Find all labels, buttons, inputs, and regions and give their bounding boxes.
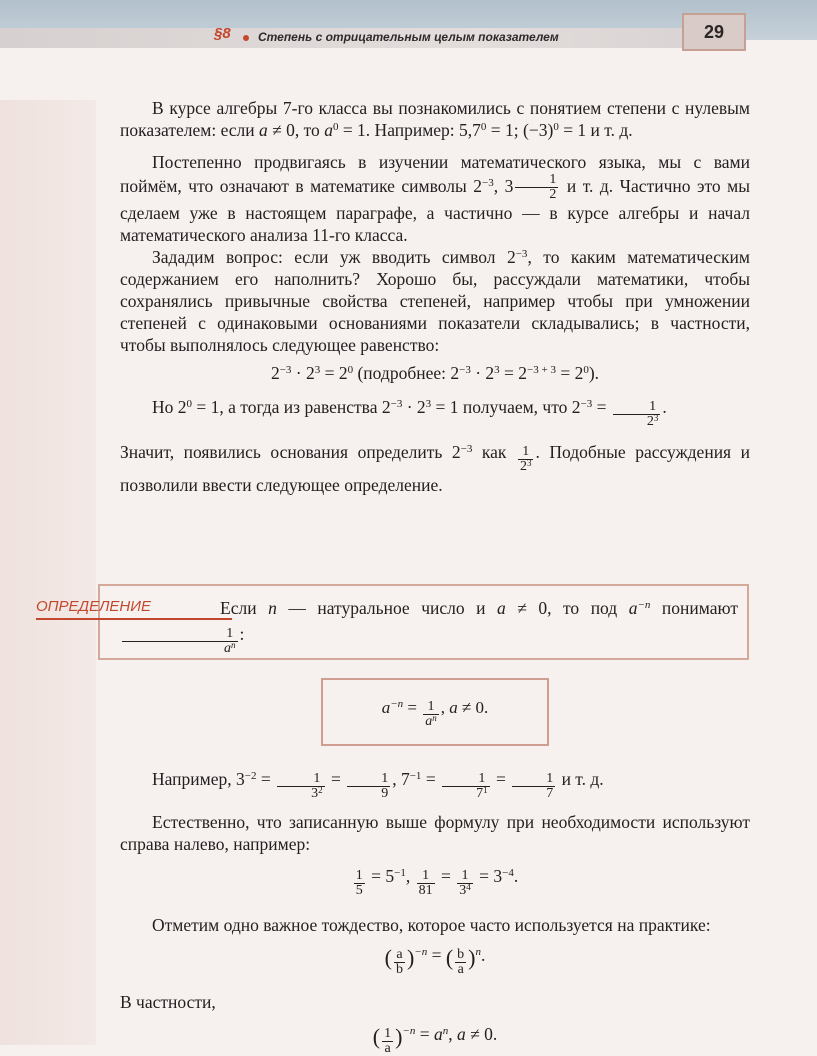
main-formula: $a^{-n}$ = $\frac{1}{a^n}$ , a ≠ 0. xyxy=(381,698,489,729)
paragraph-4: Но $2^0 = 1$, а тогда из равенства $2^{-3} \cdot 2^3 = 1$ получаем, что $2^{-3}$ = $\frac{1}{2^3}$ . xyxy=(152,397,667,429)
header-bullet xyxy=(243,35,249,41)
paragraph-6: Естественно, что записанную выше формулу при необходимости используют справа налево, например: xyxy=(120,812,750,854)
page-number: 29 xyxy=(703,22,725,42)
section-title: Степень с отрицательным целым показателем xyxy=(258,30,559,44)
page-body-lower xyxy=(120,768,750,1056)
last-equation: ( $\frac{1}{a}$ )$^{-n} = a^n$, a ≠ 0. xyxy=(372,1024,498,1056)
formula-box xyxy=(321,678,549,746)
paragraph-3: Зададим вопрос: если уж вводить символ $2^{-3}$, то каким математическим содержанием его наполнить? Хорошо бы, рассуждали математики, чтобы сохранялись привычные свойства степеней, например чтобы при умножении степеней с одинаковыми основаниями показатели складывались; в частности, чтобы выполнялось следующее равенство: xyxy=(120,247,750,355)
definition-label: ОПРЕДЕЛЕНИЕ xyxy=(36,598,151,615)
equation-1: $2^{-3} \cdot 2^3 = 2^0$ (подробнее: $2^{-3} \cdot 2^3 = 2^{-3 + 3} = 2^0$). xyxy=(270,363,600,383)
identity-equation: ( $\frac{a}{b}$ )$^{-n}$ = ( $\frac{b}{a}$ )$^n$. xyxy=(384,945,486,977)
paragraph-5: Значит, появились основания определить $2^{-3}$ как $\frac{1}{2^3}$ . Подобные рассуждения и позволили ввести следующее определение. xyxy=(120,442,750,495)
paragraph-1: В курсе алгебры 7-го класса вы познакомились с понятием степени с нулевым показателем: если a ≠ 0, то $a^0 = 1$. Например: $5,7^0 = 1$; $(-3)^0 = 1$ и т. д. xyxy=(120,98,750,140)
page-number-box xyxy=(682,13,746,51)
example-line: Например, $3^{-2}$ = $\frac{1}{3^2}$ = $\frac{1}{9}$ , $7^{-1}$ = $\frac{1}{7^1}$ = $\frac{1}{7}$ и т. д. xyxy=(152,769,604,801)
paragraph-2: Постепенно продвигаясь в изучении математического языка, мы с вами поймём, что означают в математике символы $2^{-3}$, 3 $^{\frac{1}{2}}$ и т. д. Частично это мы сделаем уже в настоящем параграфе, а частично — в курсе алгебры и начал математического анализа 11-го класса. xyxy=(120,152,751,245)
paragraph-7: Отметим одно важное тождество, которое часто используется на практике: xyxy=(152,915,711,935)
paragraph-8: В частности, xyxy=(120,992,216,1012)
definition-text: Если n — натуральное число и a ≠ 0, то под $a^{-n}$ понимают $\frac{1}{a^n}$ : xyxy=(120,595,738,656)
section-number: §8 xyxy=(214,25,231,42)
page-body xyxy=(120,97,750,496)
equation-2: $\frac{1}{5}$ = $5^{-1}$, $\frac{1}{81}$ = $\frac{1}{3^4}$ = $3^{-4}$. xyxy=(355,866,519,898)
left-margin-band xyxy=(0,100,96,1045)
